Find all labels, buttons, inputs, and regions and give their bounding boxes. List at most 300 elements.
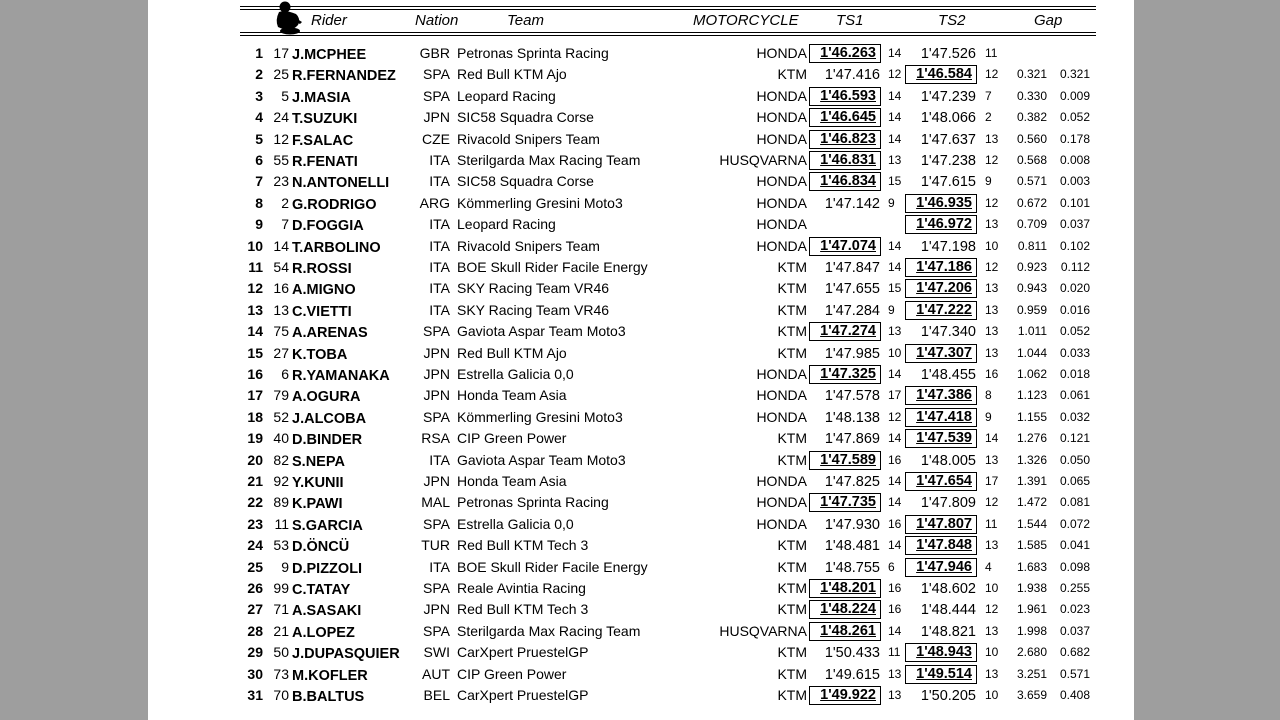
position: 26 bbox=[247, 580, 263, 596]
gap-to-leader: 1.998 bbox=[1016, 623, 1047, 638]
ts1-lap: 16 bbox=[888, 516, 902, 531]
ts1-lap: 15 bbox=[888, 174, 902, 189]
rider-number: 9 bbox=[281, 558, 289, 575]
team-name: Estrella Galicia 0,0 bbox=[457, 515, 574, 532]
table-row bbox=[148, 321, 1134, 342]
rider-name: A.MIGNO bbox=[292, 282, 356, 299]
position: 8 bbox=[255, 194, 263, 211]
gap-to-leader: 1.062 bbox=[1016, 367, 1047, 381]
table-row bbox=[148, 107, 1134, 128]
gap-to-previous: 0.016 bbox=[1059, 302, 1090, 317]
table-row bbox=[148, 535, 1134, 556]
team-name: SKY Racing Team VR46 bbox=[457, 301, 610, 318]
position: 28 bbox=[247, 622, 263, 639]
ts1-lap: 14 bbox=[888, 46, 902, 60]
ts2-time: 1'49.514 bbox=[906, 666, 976, 683]
ts1-time: 1'47.416 bbox=[824, 67, 880, 84]
gap-to-leader: 3.251 bbox=[1016, 666, 1047, 681]
ts1-time: 1'47.325 bbox=[810, 366, 880, 383]
motorcycle-make: HONDA bbox=[756, 366, 807, 382]
position: 11 bbox=[248, 259, 263, 275]
ts1-lap: 12 bbox=[888, 409, 902, 424]
nation-code: GBR bbox=[419, 45, 450, 61]
table-row bbox=[148, 129, 1134, 150]
ts1-time: 1'47.869 bbox=[824, 431, 880, 448]
gap-to-previous: 0.408 bbox=[1059, 688, 1090, 702]
nation-code: CZE bbox=[422, 130, 450, 147]
rider-number: 70 bbox=[273, 687, 289, 703]
ts2-lap: 12 bbox=[985, 67, 999, 82]
ts1-time: 1'49.615 bbox=[824, 666, 880, 683]
position: 20 bbox=[247, 451, 263, 468]
table-row bbox=[148, 214, 1134, 235]
header-top-rule bbox=[240, 6, 1096, 7]
ts2-lap: 13 bbox=[985, 217, 999, 232]
team-name: Gaviota Aspar Team Moto3 bbox=[457, 451, 626, 468]
rider-name: M.KOFLER bbox=[292, 667, 368, 684]
table-row bbox=[148, 599, 1134, 620]
ts1-time: 1'47.142 bbox=[824, 195, 880, 212]
ts2-time: 1'47.198 bbox=[920, 238, 976, 255]
ts2-lap: 13 bbox=[985, 666, 999, 681]
ts2-lap: 12 bbox=[985, 260, 999, 274]
ts1-time: 1'48.224 bbox=[810, 601, 880, 618]
ts1-lap: 14 bbox=[888, 623, 902, 638]
rider-number: 55 bbox=[273, 152, 289, 168]
gap-to-previous: 0.682 bbox=[1059, 645, 1090, 660]
position: 6 bbox=[255, 152, 263, 168]
rider-name: C.TATAY bbox=[292, 582, 351, 598]
table-row bbox=[148, 557, 1134, 578]
ts2-lap: 14 bbox=[985, 431, 999, 446]
table-row bbox=[148, 621, 1134, 642]
ts2-time: 1'48.066 bbox=[920, 110, 976, 127]
motorcycle-make: HUSQVARNA bbox=[719, 622, 807, 639]
ts1-time: 1'46.831 bbox=[810, 152, 880, 169]
gap-to-previous: 0.037 bbox=[1059, 217, 1090, 232]
header-top-rule-2 bbox=[240, 9, 1096, 10]
table-row bbox=[148, 450, 1134, 471]
team-name: Petronas Sprinta Racing bbox=[457, 45, 609, 61]
rider-name: A.ARENAS bbox=[292, 325, 368, 342]
table-row bbox=[148, 642, 1134, 663]
motorcycle-make: KTM bbox=[777, 537, 807, 554]
team-name: SKY Racing Team VR46 bbox=[457, 280, 610, 297]
gap-to-previous: 0.037 bbox=[1059, 623, 1090, 638]
ts1-time: 1'46.263 bbox=[810, 45, 880, 62]
ts2-time: 1'48.602 bbox=[920, 581, 976, 597]
team-name: CarXpert PruestelGP bbox=[457, 644, 589, 661]
ts2-lap: 13 bbox=[985, 131, 999, 146]
gap-to-leader: 1.961 bbox=[1016, 602, 1047, 617]
gap-to-previous: 0.018 bbox=[1059, 367, 1090, 381]
gap-to-leader: 1.155 bbox=[1016, 409, 1047, 424]
ts2-time: 1'47.386 bbox=[906, 387, 976, 404]
table-row bbox=[148, 150, 1134, 171]
team-name: Kömmerling Gresini Moto3 bbox=[457, 408, 623, 425]
ts2-time: 1'47.654 bbox=[906, 473, 976, 490]
position: 5 bbox=[255, 130, 263, 147]
ts2-time: 1'47.848 bbox=[906, 537, 976, 554]
motorcycle-make: KTM bbox=[777, 280, 807, 297]
motorcycle-make: KTM bbox=[777, 687, 807, 703]
motorcycle-make: KTM bbox=[777, 259, 807, 275]
table-row bbox=[148, 278, 1134, 299]
ts1-lap: 13 bbox=[888, 153, 902, 167]
rider-number: 71 bbox=[273, 601, 289, 618]
ts2-lap: 10 bbox=[985, 645, 999, 660]
rider-name: Y.KUNII bbox=[292, 475, 344, 491]
rider-number: 7 bbox=[281, 216, 289, 233]
nation-code: ITA bbox=[429, 259, 450, 275]
ts2-lap: 8 bbox=[985, 388, 992, 403]
motorcycle-make: KTM bbox=[777, 644, 807, 661]
motorcycle-make: KTM bbox=[777, 430, 807, 447]
table-row bbox=[148, 86, 1134, 107]
team-name: Sterilgarda Max Racing Team bbox=[457, 622, 641, 639]
rider-name: F.SALAC bbox=[292, 132, 354, 149]
rider-name: S.NEPA bbox=[292, 453, 345, 470]
team-name: Red Bull KTM Ajo bbox=[457, 344, 567, 361]
team-name: Red Bull KTM Tech 3 bbox=[457, 601, 589, 618]
header-ts2: TS2 bbox=[938, 12, 966, 29]
motorcycle-make: HONDA bbox=[756, 130, 807, 147]
ts2-lap: 13 bbox=[985, 623, 999, 638]
ts1-time: 1'49.922 bbox=[810, 687, 880, 704]
team-name: Red Bull KTM Ajo bbox=[457, 66, 567, 83]
position: 2 bbox=[255, 66, 263, 83]
ts2-time: 1'47.539 bbox=[906, 430, 976, 447]
ts2-lap: 13 bbox=[985, 281, 999, 296]
ts2-lap: 9 bbox=[985, 174, 992, 189]
gap-to-previous: 0.050 bbox=[1059, 452, 1090, 467]
table-row bbox=[148, 257, 1134, 278]
position: 30 bbox=[247, 665, 263, 682]
ts1-time: 1'48.261 bbox=[810, 623, 880, 640]
table-row bbox=[148, 64, 1134, 85]
nation-code: SPA bbox=[423, 323, 450, 340]
rider-number: 11 bbox=[274, 515, 289, 532]
motorcycle-make: KTM bbox=[777, 344, 807, 361]
gap-to-leader: 1.011 bbox=[1017, 324, 1047, 339]
nation-code: ITA bbox=[429, 152, 450, 168]
nation-code: JPN bbox=[423, 366, 450, 382]
rider-number: 73 bbox=[273, 665, 289, 682]
gap-to-leader: 0.923 bbox=[1016, 260, 1047, 274]
gap-to-leader: 0.571 bbox=[1016, 174, 1047, 189]
ts2-time: 1'46.935 bbox=[906, 195, 976, 212]
rider-number: 82 bbox=[273, 451, 289, 468]
rider-name: J.DUPASQUIER bbox=[292, 646, 400, 663]
position: 21 bbox=[247, 473, 263, 489]
position: 29 bbox=[247, 644, 263, 661]
gap-to-leader: 1.472 bbox=[1016, 495, 1047, 510]
rider-name: C.VIETTI bbox=[292, 303, 352, 320]
table-row bbox=[148, 407, 1134, 428]
team-name: CarXpert PruestelGP bbox=[457, 687, 589, 703]
rider-name: A.LOPEZ bbox=[292, 624, 355, 641]
ts2-lap: 17 bbox=[985, 474, 999, 488]
ts2-time: 1'47.809 bbox=[920, 495, 976, 512]
ts1-lap: 14 bbox=[888, 238, 902, 253]
ts1-time: 1'47.930 bbox=[824, 516, 880, 533]
ts1-time: 1'47.578 bbox=[824, 388, 880, 405]
rider-number: 79 bbox=[273, 387, 289, 404]
gap-to-previous: 0.081 bbox=[1059, 495, 1090, 510]
nation-code: ITA bbox=[429, 558, 450, 575]
team-name: Petronas Sprinta Racing bbox=[457, 494, 609, 511]
motorcycle-make: KTM bbox=[777, 580, 807, 596]
team-name: Leopard Racing bbox=[457, 87, 556, 104]
gap-to-leader: 0.959 bbox=[1016, 302, 1047, 317]
ts2-time: 1'46.972 bbox=[906, 216, 976, 233]
nation-code: ITA bbox=[429, 216, 450, 233]
gap-to-leader: 0.382 bbox=[1016, 110, 1047, 125]
header-rider: Rider bbox=[311, 12, 347, 29]
ts2-time: 1'47.206 bbox=[906, 280, 976, 297]
ts2-lap: 13 bbox=[985, 324, 999, 339]
gap-to-previous: 0.101 bbox=[1059, 195, 1090, 210]
nation-code: SPA bbox=[423, 408, 450, 425]
motorcycle-make: HUSQVARNA bbox=[719, 152, 807, 168]
gap-to-previous: 0.121 bbox=[1059, 431, 1090, 446]
motorcycle-make: KTM bbox=[777, 665, 807, 682]
nation-code: JPN bbox=[423, 473, 450, 489]
nation-code: AUT bbox=[422, 665, 450, 682]
ts1-time: 1'48.481 bbox=[824, 538, 880, 555]
rider-name: B.BALTUS bbox=[292, 689, 365, 705]
position: 31 bbox=[247, 687, 263, 703]
team-name: Leopard Racing bbox=[457, 216, 556, 233]
ts1-lap: 11 bbox=[888, 645, 901, 660]
ts2-time: 1'48.005 bbox=[920, 452, 976, 469]
ts2-time: 1'47.238 bbox=[920, 153, 976, 169]
ts2-lap: 4 bbox=[985, 559, 992, 574]
gap-to-leader: 0.321 bbox=[1016, 67, 1047, 82]
team-name: Honda Team Asia bbox=[457, 473, 567, 489]
rider-number: 21 bbox=[273, 622, 289, 639]
ts1-lap: 16 bbox=[888, 602, 902, 617]
rider-name: D.FOGGIA bbox=[292, 218, 364, 235]
table-row bbox=[148, 471, 1134, 492]
nation-code: ITA bbox=[429, 237, 450, 254]
ts1-lap: 6 bbox=[888, 559, 895, 574]
ts1-lap: 14 bbox=[888, 367, 902, 381]
nation-code: JPN bbox=[423, 601, 450, 618]
gap-to-leader: 0.709 bbox=[1016, 217, 1047, 232]
nation-code: ITA bbox=[429, 173, 450, 190]
gap-to-leader: 1.044 bbox=[1016, 345, 1047, 360]
ts2-time: 1'47.637 bbox=[920, 131, 976, 148]
rider-name: A.OGURA bbox=[292, 389, 361, 406]
ts1-time: 1'46.834 bbox=[810, 173, 880, 190]
table-row bbox=[148, 364, 1134, 385]
team-name: SIC58 Squadra Corse bbox=[457, 109, 594, 126]
rider-name: G.RODRIGO bbox=[292, 196, 377, 213]
ts2-time: 1'47.418 bbox=[906, 409, 976, 426]
team-name: Kömmerling Gresini Moto3 bbox=[457, 194, 623, 211]
ts1-lap: 14 bbox=[888, 131, 902, 146]
gap-to-previous: 0.023 bbox=[1059, 602, 1090, 617]
rider-name: J.MASIA bbox=[292, 89, 351, 106]
header-bottom-rule-2 bbox=[240, 35, 1096, 36]
table-row bbox=[148, 43, 1134, 64]
team-name: Gaviota Aspar Team Moto3 bbox=[457, 323, 626, 340]
rider-name: D.PIZZOLI bbox=[292, 560, 363, 577]
rider-name: J.MCPHEE bbox=[292, 47, 367, 63]
ts2-lap: 12 bbox=[985, 602, 999, 617]
ts2-time: 1'47.946 bbox=[906, 559, 976, 576]
gap-to-previous: 0.008 bbox=[1059, 153, 1090, 167]
rider-name: N.ANTONELLI bbox=[292, 175, 390, 192]
gap-to-leader: 1.585 bbox=[1016, 538, 1047, 553]
ts2-lap: 7 bbox=[985, 88, 992, 103]
ts1-lap: 9 bbox=[888, 302, 895, 317]
rider-number: 99 bbox=[273, 580, 289, 596]
position: 13 bbox=[247, 301, 263, 318]
rider-number: 17 bbox=[273, 45, 289, 61]
ts2-lap: 9 bbox=[985, 409, 992, 424]
ts2-lap: 10 bbox=[985, 688, 999, 702]
motorcycle-make: HONDA bbox=[756, 237, 807, 254]
rider-number: 53 bbox=[273, 537, 289, 554]
ts1-lap: 12 bbox=[888, 67, 902, 82]
nation-code: SPA bbox=[423, 515, 450, 532]
table-row bbox=[148, 171, 1134, 192]
motorcycle-make: HONDA bbox=[756, 473, 807, 489]
ts2-time: 1'47.307 bbox=[906, 345, 976, 362]
gap-to-leader: 1.391 bbox=[1016, 474, 1047, 488]
nation-code: SWI bbox=[423, 644, 450, 661]
motorcycle-make: HONDA bbox=[756, 515, 807, 532]
motorcycle-make: HONDA bbox=[756, 387, 807, 404]
motorcycle-make: HONDA bbox=[756, 173, 807, 190]
ts2-time: 1'47.615 bbox=[920, 174, 976, 191]
gap-to-leader: 0.568 bbox=[1016, 153, 1047, 167]
ts2-time: 1'47.239 bbox=[920, 88, 976, 105]
rider-number: 89 bbox=[273, 494, 289, 511]
rider-name: R.FERNANDEZ bbox=[292, 68, 396, 85]
ts2-time: 1'47.340 bbox=[920, 324, 976, 341]
header-bottom-rule bbox=[240, 32, 1096, 33]
table-row bbox=[148, 300, 1134, 321]
rider-number: 50 bbox=[273, 644, 289, 661]
ts1-time: 1'47.589 bbox=[810, 452, 880, 469]
gap-to-leader: 1.276 bbox=[1016, 431, 1047, 446]
ts1-lap: 14 bbox=[888, 495, 902, 510]
nation-code: SPA bbox=[423, 66, 450, 83]
ts1-time: 1'47.985 bbox=[824, 345, 880, 362]
ts2-time: 1'47.186 bbox=[906, 259, 976, 276]
position: 15 bbox=[247, 344, 263, 361]
nation-code: SPA bbox=[423, 87, 450, 104]
ts2-time: 1'48.943 bbox=[906, 644, 976, 661]
ts1-time: 1'48.201 bbox=[810, 580, 880, 597]
motorcycle-make: KTM bbox=[777, 323, 807, 340]
ts2-lap: 11 bbox=[985, 516, 998, 531]
gap-to-leader: 0.943 bbox=[1016, 281, 1047, 296]
table-row bbox=[148, 514, 1134, 535]
table-header bbox=[240, 6, 1096, 36]
position: 1 bbox=[255, 45, 263, 61]
nation-code: TUR bbox=[421, 537, 450, 554]
rider-number: 40 bbox=[273, 430, 289, 447]
ts1-time: 1'47.284 bbox=[824, 302, 880, 319]
nation-code: ITA bbox=[429, 301, 450, 318]
ts2-lap: 13 bbox=[985, 345, 999, 360]
ts2-lap: 11 bbox=[985, 46, 998, 60]
motorcycle-make: KTM bbox=[777, 301, 807, 318]
ts1-lap: 15 bbox=[888, 281, 902, 296]
ts1-time: 1'47.074 bbox=[810, 238, 880, 255]
motorcycle-make: HONDA bbox=[756, 194, 807, 211]
nation-code: RSA bbox=[421, 430, 450, 447]
ts2-lap: 12 bbox=[985, 153, 999, 167]
motorcycle-make: HONDA bbox=[756, 45, 807, 61]
ts2-lap: 13 bbox=[985, 302, 999, 317]
team-name: Red Bull KTM Tech 3 bbox=[457, 537, 589, 554]
table-row bbox=[148, 193, 1134, 214]
position: 18 bbox=[247, 408, 263, 425]
ts2-time: 1'47.526 bbox=[920, 46, 976, 62]
gap-to-leader: 0.811 bbox=[1017, 238, 1047, 253]
ts2-lap: 2 bbox=[985, 110, 992, 125]
team-name: BOE Skull Rider Facile Energy bbox=[457, 259, 648, 275]
rider-name: J.ALCOBA bbox=[292, 410, 367, 427]
ts1-time: 1'50.433 bbox=[824, 645, 880, 662]
position: 27 bbox=[247, 601, 263, 618]
position: 23 bbox=[247, 515, 263, 532]
position: 7 bbox=[255, 173, 263, 190]
gap-to-previous: 0.003 bbox=[1059, 174, 1090, 189]
ts1-time: 1'47.825 bbox=[824, 474, 880, 490]
nation-code: JPN bbox=[423, 344, 450, 361]
motorcycle-make: HONDA bbox=[756, 494, 807, 511]
ts1-lap: 13 bbox=[888, 688, 902, 702]
table-row bbox=[148, 664, 1134, 685]
rider-name: D.ÖNCÜ bbox=[292, 539, 350, 556]
motorcycle-rider-icon bbox=[271, 0, 307, 36]
ts1-time: 1'47.274 bbox=[810, 323, 880, 340]
ts1-lap: 9 bbox=[888, 195, 895, 210]
gap-to-leader: 1.544 bbox=[1016, 516, 1047, 531]
gap-to-previous: 0.178 bbox=[1059, 131, 1090, 146]
nation-code: ARG bbox=[419, 194, 450, 211]
rider-name: K.TOBA bbox=[292, 346, 348, 363]
ts2-lap: 13 bbox=[985, 538, 999, 553]
team-name: Sterilgarda Max Racing Team bbox=[457, 152, 641, 168]
rider-name: S.GARCIA bbox=[292, 517, 363, 534]
ts1-lap: 16 bbox=[888, 581, 902, 595]
nation-code: ITA bbox=[429, 451, 450, 468]
ts2-time: 1'50.205 bbox=[920, 688, 976, 704]
ts2-time: 1'48.444 bbox=[920, 602, 976, 619]
position: 24 bbox=[247, 537, 263, 554]
header-team: Team bbox=[507, 12, 544, 29]
rider-number: 12 bbox=[273, 130, 289, 147]
gap-to-leader: 1.123 bbox=[1016, 388, 1047, 403]
rider-number: 24 bbox=[273, 109, 289, 126]
position: 10 bbox=[247, 237, 263, 254]
ts1-time: 1'47.735 bbox=[810, 494, 880, 511]
ts1-lap: 14 bbox=[888, 88, 902, 103]
gap-to-leader: 2.680 bbox=[1016, 645, 1047, 660]
rider-number: 16 bbox=[273, 280, 289, 297]
ts1-time: 1'46.645 bbox=[810, 109, 880, 126]
gap-to-leader: 1.683 bbox=[1016, 559, 1047, 574]
nation-code: SPA bbox=[423, 622, 450, 639]
gap-to-leader: 0.672 bbox=[1016, 195, 1047, 210]
